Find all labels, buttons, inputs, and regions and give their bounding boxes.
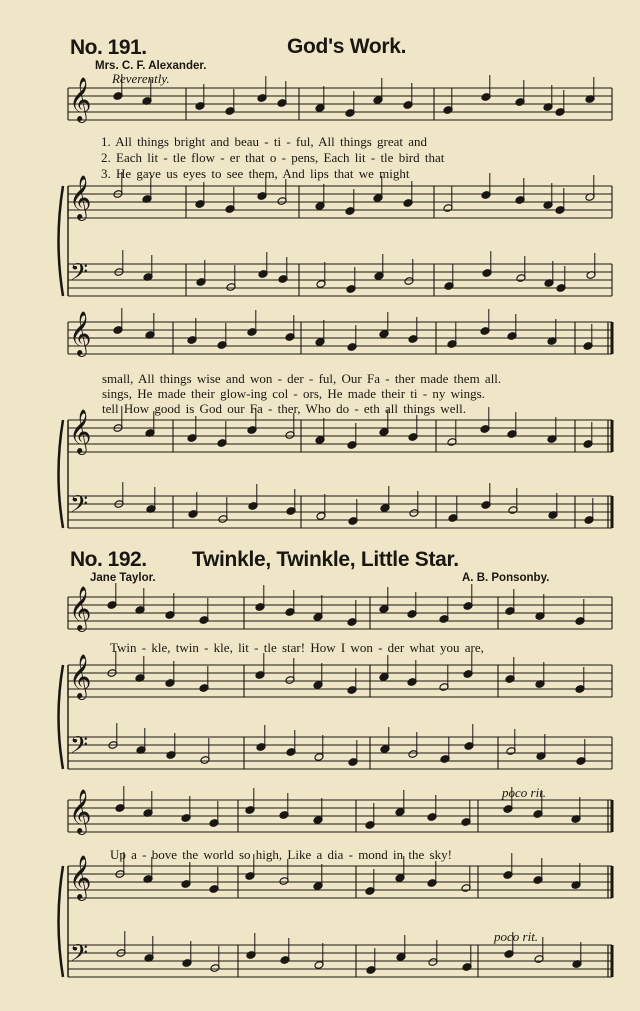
treble-clef-icon: 𝄞	[69, 586, 92, 630]
treble-clef-icon: 𝄞	[69, 409, 92, 453]
brace-icon	[59, 665, 64, 769]
hymn-number-192: No. 192.	[70, 548, 147, 571]
brace-icon	[59, 420, 64, 528]
author-191: Mrs. C. F. Alexander.	[95, 60, 207, 72]
verse-3-line-2: tell How good is God our Fa - ther, Who do - eth all things well.	[102, 401, 466, 416]
hymn-title-192: Twinkle, Twinkle, Little Star.	[192, 548, 459, 571]
treble-clef-icon: 𝄞	[69, 175, 92, 219]
bass-clef-icon: 𝄢	[70, 490, 89, 523]
bass-clef-icon: 𝄢	[70, 731, 89, 764]
brace-icon	[59, 866, 64, 977]
staff-lines	[59, 88, 613, 977]
author-192: Jane Taylor.	[90, 572, 156, 584]
treble-clef-icon: 𝄞	[69, 311, 92, 355]
bass-clef-icon: 𝄢	[70, 939, 89, 972]
bass-clef-icon: 𝄢	[70, 258, 89, 291]
dynamic-poco-rit-top: poco rit.	[502, 785, 547, 800]
tempo-191: Reverently.	[112, 71, 170, 86]
notes	[69, 74, 596, 974]
treble-clef-icon: 𝄞	[69, 77, 92, 121]
verse-3-line-1: 3. He gave us eyes to see them, And lips that we might	[101, 166, 410, 181]
treble-clef-icon: 𝄞	[69, 789, 92, 833]
treble-clef-icon: 𝄞	[69, 855, 92, 899]
verse-1-line-2: small, All things wise and won - der - ful, Our Fa - ther made them all.	[102, 371, 502, 386]
verse-1-line-1: 1. All things bright and beau - ti - ful, All things great and	[101, 134, 428, 149]
brace-icon	[59, 186, 64, 296]
composer-192: A. B. Ponsonby.	[462, 572, 550, 584]
hymn-title-191: God's Work.	[287, 35, 407, 58]
dynamic-poco-rit-bottom: poco rit.	[494, 929, 539, 944]
verse-2-line-1: 2. Each lit - tle flow - er that o - pens, Each lit - tle bird that	[101, 150, 445, 165]
lyric-line-1-192: Twin - kle, twin - kle, lit - tle star! How I won - der what you are,	[110, 640, 484, 655]
lyric-line-2-192: Up a - bove the world so high, Like a dia - mond in the sky!	[110, 847, 452, 862]
verse-2-line-2: sings, He made their glow-ing col - ors, He made their ti - ny wings.	[102, 386, 485, 401]
hymn-number-191: No. 191.	[70, 36, 147, 59]
treble-clef-icon: 𝄞	[69, 654, 92, 698]
